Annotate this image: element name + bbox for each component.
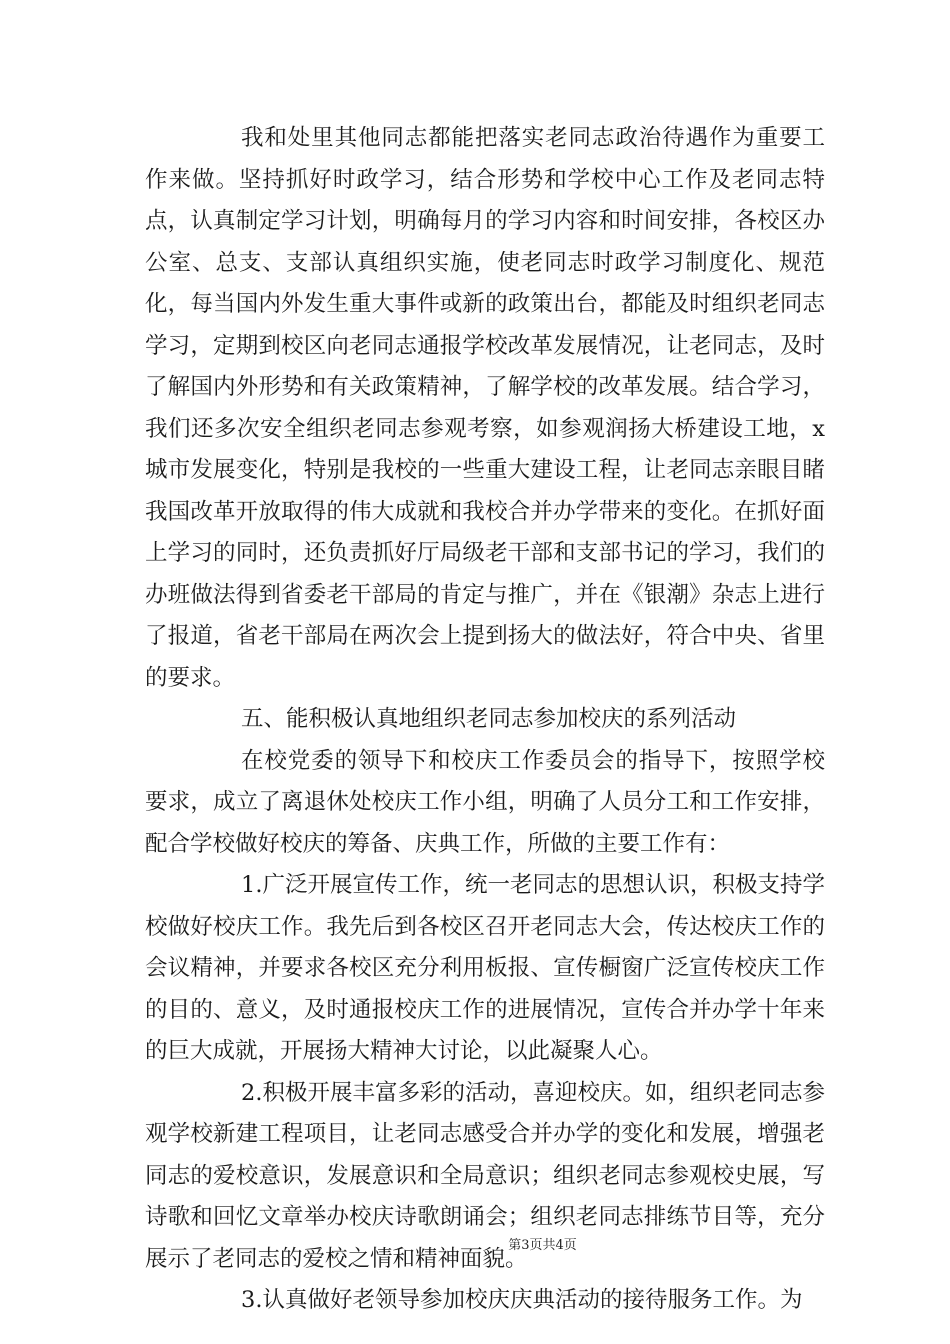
paragraph-item-2: 2.积极开展丰富多彩的活动，喜迎校庆。如，组织老同志参观学校新建工程项目，让老同志感受合并办学的变化和发展，增强老同志的爱校意识，发展意识和全局意识；组织老同志参观校史展，写诗歌和回忆文章举办校庆诗歌朗诵会；组织老同志排练节目等，充分展示了老同志的爱校之情和精神面貌。 (145, 1079, 825, 1272)
document-body (145, 118, 825, 1322)
paragraph-anniversary-intro: 在校党委的领导下和校庆工作委员会的指导下，按照学校要求，成立了离退休处校庆工作小组，明确了人员分工和工作安排，配合学校做好校庆的筹备、庆典工作，所做的主要工作有： (145, 747, 825, 857)
section-heading-five: 五、能积极认真地组织老同志参加校庆的系列活动 (241, 706, 737, 732)
paragraph-item-1: 1.广泛开展宣传工作，统一老同志的思想认识，积极支持学校做好校庆工作。我先后到各校区召开老同志大会，传达校庆工作的会议精神，并要求各校区充分利用板报、宣传橱窗广泛宣传校庆工作的目的、意义，及时通报校庆工作的进展情况，宣传合并办学十年来的巨大成就，开展扬大精神大讨论，以此凝聚人心。 (145, 872, 825, 1064)
paragraph-item-3: 3.认真做好老领导参加校庆庆典活动的接待服务工作。为 (241, 1287, 803, 1313)
page-footer (0, 1234, 950, 1253)
page-number: 第3页共4页 (508, 1238, 577, 1253)
paragraph-political-treatment: 我和处里其他同志都能把落实老同志政治待遇作为重要工作来做。坚持抓好时政学习，结合形势和学校中心工作及老同志特点，认真制定学习计划，明确每月的学习内容和时间安排，各校区办公室、总支、支部认真组织实施，使老同志时政学习制度化、规范化，每当国内外发生重大事件或新的政策出台，都能及时组织老同志学习，定期到校区向老同志通报学校改革发展情况，让老同志，及时了解国内外形势和有关政策精神，了解学校的改革发展。结合学习，我们还多次安全组织老同志参观考察，如参观润扬大桥建设工地，x城市发展变化，特别是我校的一些重大建设工程，让老同志亲眼目睹我国改革开放取得的伟大成就和我校合并办学带来的变化。在抓好面上学习的同时，还负责抓好厅局级老干部和支部书记的学习，我们的办班做法得到省委老干部局的肯定与推广，并在《银潮》杂志上进行了报道，省老干部局在两次会上提到扬大的做法好，符合中央、省里的要求。 (145, 125, 825, 691)
